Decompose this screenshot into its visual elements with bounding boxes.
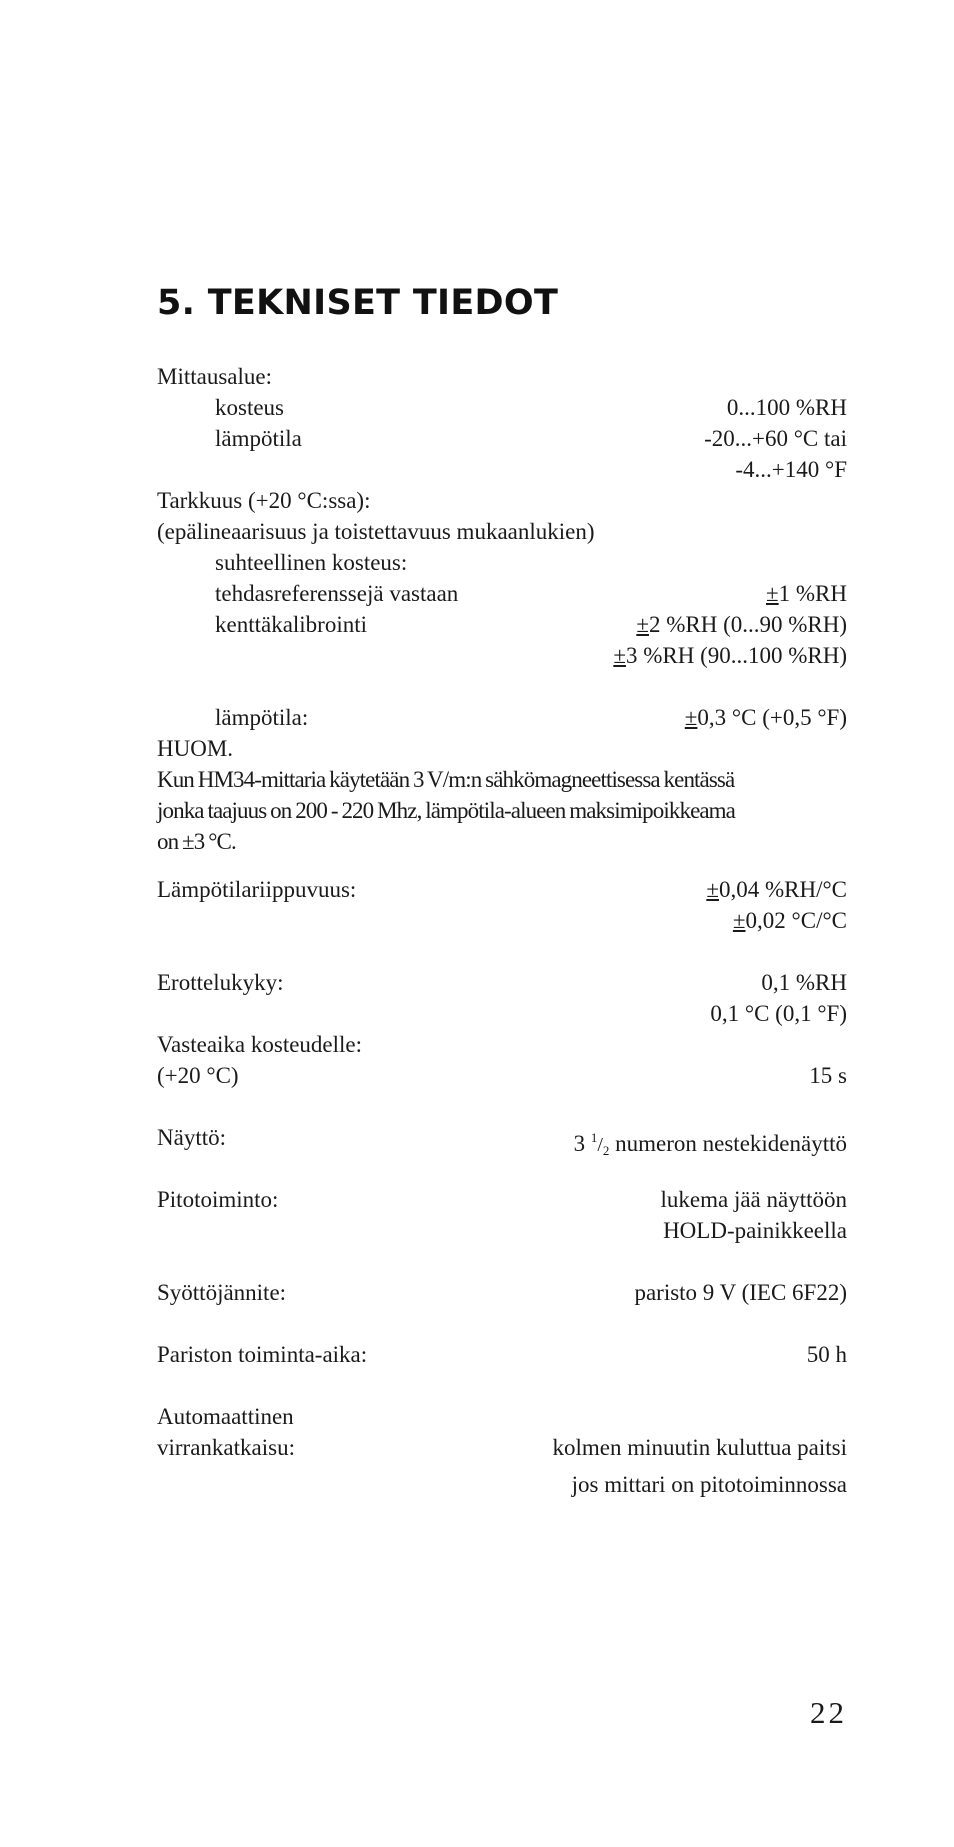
- hold-value-1: lukema jää näyttöön: [660, 1187, 847, 1212]
- resolution-label: Erottelukyky:: [157, 970, 284, 995]
- section-heading: 5. TEKNISET TIEDOT: [157, 283, 559, 323]
- accuracy-factory-value-wrap: [766, 579, 847, 609]
- spec-row-response-2: [157, 1061, 847, 1091]
- range-label: Mittausalue:: [157, 364, 272, 389]
- accuracy-temp-value: 0,3 °C (+0,5 °F): [697, 705, 847, 730]
- note-line-2: jonka taajuus on 200 - 220 Mhz, lämpötila-alueen maksimipoikkeama: [157, 798, 735, 823]
- display-fraction-numerator: 1: [590, 1130, 598, 1145]
- temp-dependence-label: Lämpötilariippuvuus:: [157, 877, 357, 902]
- auto-off-label-2: virrankatkaisu:: [157, 1435, 295, 1460]
- note-line-1: Kun HM34-mittaria käytetään 3 V/m:n sähkömagneettisessa kentässä: [157, 767, 735, 792]
- response-condition: (+20 °C): [157, 1063, 239, 1088]
- spec-row-response: [157, 1030, 847, 1060]
- resolution-value-1: 0,1 %RH: [761, 970, 847, 995]
- response-label: Vasteaika kosteudelle:: [157, 1032, 363, 1057]
- temp-dependence-value-1: 0,04 %RH/°C: [718, 877, 847, 902]
- accuracy-field-value-2: 3 %RH (90...100 %RH): [625, 643, 847, 668]
- spec-row-auto-off-3: [157, 1470, 847, 1500]
- accuracy-temp-label: lämpötila:: [215, 705, 309, 730]
- range-temperature-label: lämpötila: [215, 426, 302, 451]
- spec-row-accuracy-field-2: [157, 641, 847, 671]
- plus-minus-sign: ±: [684, 705, 698, 730]
- accuracy-factory-value: 1 %RH: [778, 581, 847, 606]
- display-label: Näyttö:: [157, 1125, 226, 1150]
- supply-value: paristo 9 V (IEC 6F22): [634, 1280, 847, 1305]
- spec-row-range: [157, 362, 847, 392]
- resolution-value-2: 0,1 °C (0,1 °F): [710, 1001, 847, 1026]
- accuracy-field-value-2-wrap: [613, 641, 847, 671]
- response-value: 15 s: [809, 1063, 847, 1088]
- accuracy-rh-label: suhteellinen kosteus:: [215, 550, 408, 575]
- manual-page: [157, 0, 847, 1847]
- auto-off-value-2: jos mittari on pitotoiminnossa: [571, 1472, 847, 1497]
- battery-label: Pariston toiminta-aika:: [157, 1342, 368, 1367]
- spec-row-accuracy-rh: [157, 548, 847, 578]
- spec-row-accuracy-sub: [157, 517, 847, 547]
- temp-dependence-value-1-wrap: [706, 875, 847, 905]
- supply-label: Syöttöjännite:: [157, 1280, 287, 1305]
- hold-label: Pitotoiminto:: [157, 1187, 279, 1212]
- fraction-slash: /: [597, 1134, 603, 1156]
- spec-row-accuracy-field: [157, 610, 847, 640]
- spec-row-battery: [157, 1340, 847, 1370]
- display-fraction-denominator: 2: [602, 1143, 610, 1158]
- temp-dependence-value-2-wrap: [733, 906, 847, 936]
- hold-value-2: HOLD-painikkeella: [663, 1218, 847, 1243]
- spec-row-hold-2: [157, 1216, 847, 1246]
- note-title-row: [157, 734, 847, 764]
- spec-row-range-temperature: [157, 424, 847, 454]
- spec-row-resolution: [157, 968, 847, 998]
- page-number: 22: [810, 1695, 847, 1730]
- note-title: HUOM.: [157, 736, 234, 761]
- spec-row-resolution-2: [157, 999, 847, 1029]
- spec-row-temp-dependence: [157, 875, 847, 905]
- battery-value: 50 h: [806, 1342, 847, 1367]
- range-temperature-value-c: -20...+60 °C tai: [704, 426, 847, 451]
- plus-minus-sign: ±: [766, 581, 779, 606]
- accuracy-label: Tarkkuus (+20 °C:ssa):: [157, 488, 371, 513]
- range-humidity-label: kosteus: [215, 395, 284, 420]
- spec-row-accuracy: [157, 486, 847, 516]
- accuracy-temp-value-wrap: [685, 703, 847, 733]
- temp-dependence-value-2: 0,02 °C/°C: [745, 908, 847, 933]
- spec-row-supply: [157, 1278, 847, 1308]
- accuracy-field-label: kenttäkalibrointi: [215, 612, 368, 637]
- spec-row-auto-off-2: [157, 1433, 847, 1463]
- plus-minus-sign: ±: [613, 643, 626, 668]
- spec-row-hold: [157, 1185, 847, 1215]
- spec-row-range-humidity: [157, 393, 847, 423]
- accuracy-factory-label: tehdasreferenssejä vastaan: [215, 581, 459, 606]
- accuracy-field-value-1: 2 %RH (0...90 %RH): [648, 612, 847, 637]
- plus-minus-sign: ±: [706, 877, 719, 902]
- spec-row-accuracy-factory: [157, 579, 847, 609]
- range-humidity-value: 0...100 %RH: [726, 395, 847, 420]
- auto-off-value-1: kolmen minuutin kuluttua paitsi: [552, 1435, 847, 1460]
- range-temperature-value-f: -4...+140 °F: [735, 457, 847, 482]
- auto-off-label-1: Automaattinen: [157, 1404, 294, 1429]
- spec-row-display: [157, 1123, 847, 1158]
- accuracy-field-value-1-wrap: [636, 610, 847, 640]
- spec-row-auto-off: [157, 1402, 847, 1432]
- display-value: [574, 1123, 847, 1166]
- note-line-3: on ±3 °C.: [157, 829, 236, 854]
- plus-minus-sign: ±: [732, 908, 746, 933]
- display-value-rest: numeron nestekidenäyttö: [615, 1131, 847, 1156]
- plus-minus-sign: ±: [636, 612, 649, 637]
- spec-row-temp-dependence-2: [157, 906, 847, 936]
- accuracy-sublabel: (epälineaarisuus ja toistettavuus mukaanlukien): [157, 519, 595, 544]
- spec-row-accuracy-temp: [157, 703, 847, 733]
- spec-row-range-temperature-f: [157, 455, 847, 485]
- display-value-whole: 3: [573, 1131, 586, 1156]
